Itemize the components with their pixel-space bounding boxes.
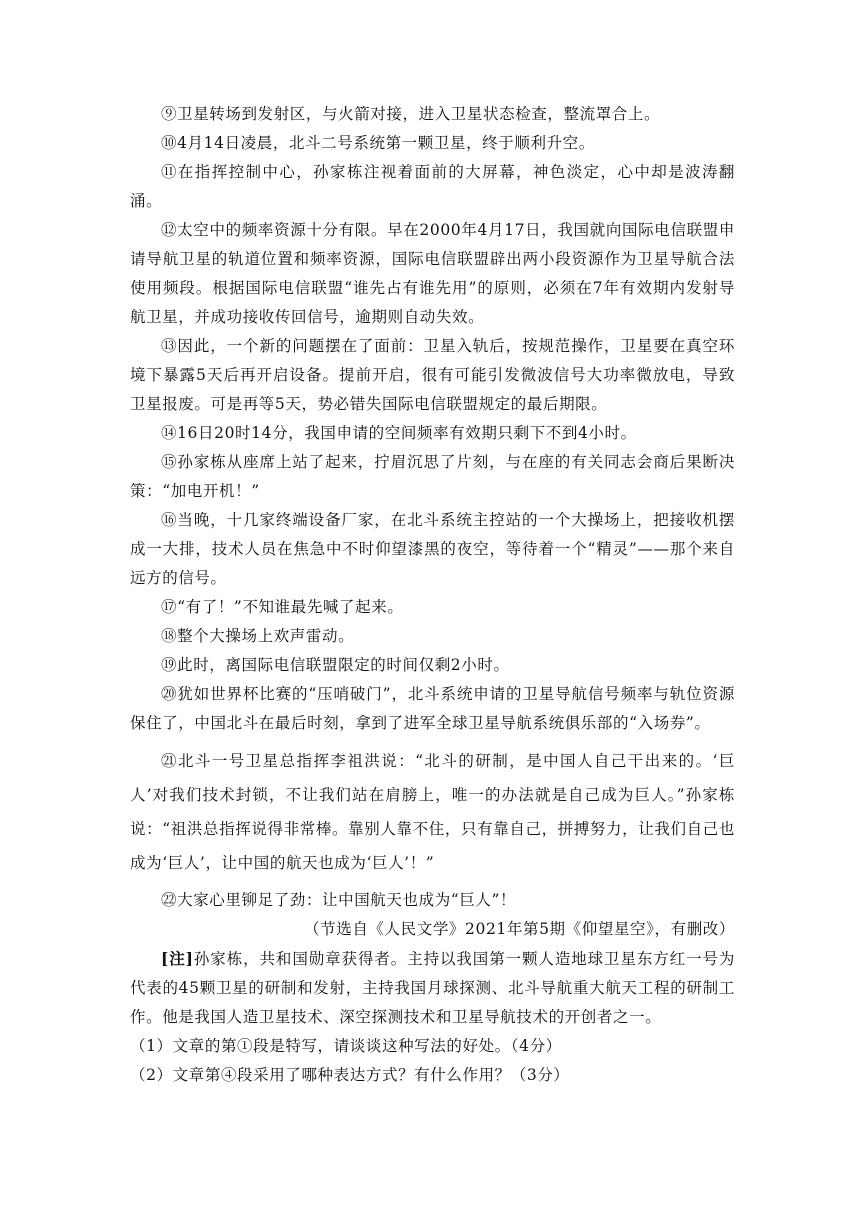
paragraph-14: ⑭16日20时14分，我国申请的空间频率有效期只剩下不到4小时。 bbox=[161, 424, 637, 442]
question-1: （1）文章的第①段是特写，请谈谈这种写法的好处。（4分） bbox=[130, 1037, 562, 1055]
paragraph-11: ⑪在指挥控制中心，孙家栋注视着面前的大屏幕，神色淡定，心中却是波涛翻涌。 bbox=[130, 163, 735, 210]
paragraph-20: ⑳犹如世界杯比赛的“压哨破门”，北斗系统申请的卫星导航信号频率与轨位资源保住了，中国北斗在最后时刻，拿到了进军全球卫星导航系统俱乐部的“入场券”。 bbox=[130, 685, 735, 732]
paragraph-19: ⑲此时，离国际电信联盟限定的时间仅剩2小时。 bbox=[161, 656, 510, 674]
paragraph-21: ㉑北斗一号卫星总指挥李祖洪说：“北斗的研制，是中国人自己干出来的。‘巨人’对我们技术封锁，不让我们站在肩膀上，唯一的办法就是自己成为巨人。”孙家栋说：“祖洪总指挥说得非常棒。靠别人靠不住，只有靠自己，拼搏努力，让我们自己也成为‘巨人’，让中国的航天也成为‘巨人’！” bbox=[130, 752, 735, 872]
paragraph-17: ⑰“有了！”不知谁最先喊了起来。 bbox=[161, 598, 404, 616]
paragraph-12: ⑫太空中的频率资源十分有限。早在2000年4月17日，我国就向国际电信联盟申请导航卫星的轨道位置和频率资源，国际电信联盟辟出两小段资源作为卫星导航合法使用频段。根据国际电信联盟“谁先占有谁先用”的原则，必须在7年有效期内发射导航卫星，并成功接收传回信号，逾期则自动失效。 bbox=[130, 221, 735, 326]
note-text: 孙家栋，共和国勋章获得者。主持以我国第一颗人造地球卫星东方红一号为代表的45颗卫星的研制和发射，主持我国月球探测、北斗导航重大航天工程的研制工作。他是我国人造卫星技术、深空探测技术和卫星导航技术的开创者之一。 bbox=[130, 950, 736, 1026]
question-2: （2）文章第④段采用了哪种表达方式？有什么作用？（3分） bbox=[130, 1066, 570, 1084]
annotation-note bbox=[130, 944, 735, 1032]
document-body bbox=[130, 100, 735, 1090]
paragraph-18: ⑱整个大操场上欢声雷动。 bbox=[161, 627, 355, 645]
paragraph-13: ⑬因此，一个新的问题摆在了面前：卫星入轨后，按规范操作，卫星要在真空环境下暴露5天后再开启设备。提前开启，很有可能引发微波信号大功率微放电，导致卫星报废。可是再等5天，势必错失国际电信联盟规定的最后期限。 bbox=[130, 337, 735, 413]
paragraph-15: ⑮孙家栋从座席上站了起来，拧眉沉思了片刻，与在座的有关同志会商后果断决策：“加电开机！” bbox=[130, 453, 735, 500]
paragraph-22: ㉒大家心里铆足了劲：让中国航天也成为“巨人”！ bbox=[161, 891, 517, 909]
paragraph-9: ⑨卫星转场到发射区，与火箭对接，进入卫星状态检查，整流罩合上。 bbox=[161, 105, 661, 123]
note-label: [注] bbox=[161, 949, 194, 968]
paragraph-10: ⑩4月14日凌晨，北斗二号系统第一颗卫星，终于顺利升空。 bbox=[161, 134, 595, 152]
paragraph-16: ⑯当晚，十几家终端设备厂家，在北斗系统主控站的一个大操场上，把接收机摆成一大排，技术人员在焦急中不时仰望漆黑的夜空，等待着一个“精灵”——那个来自远方的信号。 bbox=[130, 511, 735, 587]
source-citation: （节选自《人民文学》2021年第5期《仰望星空》，有删改） bbox=[304, 920, 735, 938]
